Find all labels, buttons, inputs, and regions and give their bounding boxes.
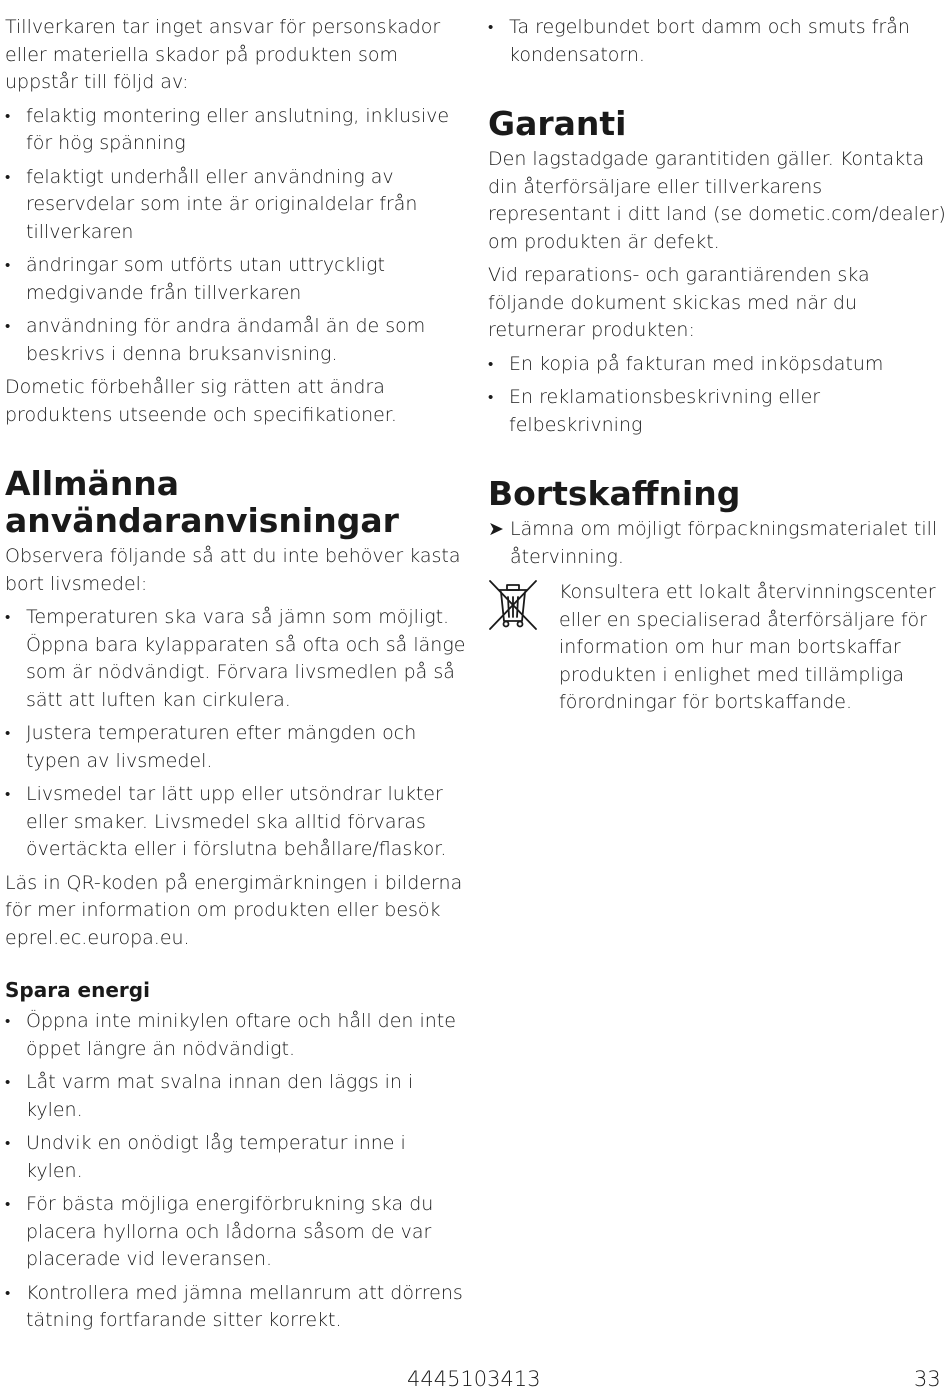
qr-note: Läs in QR-koden på energimärkningen i bilderna för mer information om produkten eller besök eprel.ec.europa.eu. bbox=[5, 871, 463, 949]
list-item: • Ta regelbundet bort damm och smuts från kondensatorn. bbox=[488, 14, 948, 69]
disposal-instruction bbox=[488, 516, 948, 571]
warranty-heading: Garanti bbox=[488, 104, 627, 143]
list-item: • felaktig montering eller anslutning, inklusive för hög spänning bbox=[5, 103, 467, 158]
list-item: • felaktigt underhåll eller användning av reservdelar som inte är originaldelar från tillverkaren bbox=[5, 164, 467, 247]
document-number: 4445103413 bbox=[407, 1367, 541, 1391]
liability-list bbox=[5, 103, 467, 369]
right-column bbox=[488, 14, 948, 723]
energy-list bbox=[5, 1008, 467, 1335]
disposal-heading: Bortskaffning bbox=[488, 474, 741, 513]
list-item: • En kopia på fakturan med inköpsdatum bbox=[488, 351, 948, 379]
reserve-note: Dometic förbehåller sig rätten att ändra produktens utseende och specifikationer. bbox=[5, 376, 397, 426]
list-item: • Öppna inte minikylen oftare och håll den inte öppet längre än nödvändigt. bbox=[5, 1008, 467, 1063]
left-column bbox=[5, 14, 467, 1341]
list-item: • Kontrollera med jämna mellanrum att dörrens tätning fortfarande sitter korrekt. bbox=[5, 1280, 467, 1335]
page-number: 33 bbox=[914, 1367, 941, 1391]
warranty-text: Den lagstadgade garantitiden gäller. Kontakta din återförsäljare eller tillverkarens representant i ditt land (se dometic.com/dealer) om produkten är defekt. bbox=[488, 148, 946, 253]
liability-intro: Tillverkaren tar inget ansvar för personskador eller materiella skador på produkten som uppstår till följd av: bbox=[5, 16, 441, 93]
list-item: • ändringar som utförts utan uttryckligt medgivande från tillverkaren bbox=[5, 252, 467, 307]
crossed-out-wheelie-bin-icon bbox=[488, 579, 538, 631]
list-item: • En reklamationsbeskrivning eller felbeskrivning bbox=[488, 384, 948, 439]
list-item: • För bästa möjliga energiförbrukning ska du placera hyllorna och lådorna såsom de var placerade vid leveransen. bbox=[5, 1191, 467, 1274]
list-item: • användning för andra ändamål än de som beskrivs i denna bruksanvisning. bbox=[5, 313, 467, 368]
list-item: • Undvik en onödigt låg temperatur inne i kylen. bbox=[5, 1130, 467, 1185]
energy-heading: Spara energi bbox=[5, 978, 150, 1002]
list-item: • Justera temperaturen efter mängden och typen av livsmedel. bbox=[5, 720, 467, 775]
arrow-right-icon: ➤ bbox=[488, 518, 504, 540]
usage-intro: Observera följande så att du inte behöver kasta bort livsmedel: bbox=[5, 545, 461, 595]
disposal-note bbox=[488, 579, 948, 717]
disposal-text: Konsultera ett lokalt återvinningscenter eller en specialiserad återförsäljare för information om hur man bortskaffar produkten i enlighet med tillämpliga förordningar för bortskaffande. bbox=[559, 581, 936, 713]
list-item: • Låt varm mat svalna innan den läggs in i kylen. bbox=[5, 1069, 467, 1124]
disposal-instruction-text: Lämna om möjligt förpackningsmaterialet till återvinning. bbox=[510, 518, 938, 568]
maintenance-list bbox=[488, 14, 948, 69]
warranty-docs-list bbox=[488, 351, 948, 440]
list-item: • Temperaturen ska vara så jämn som möjligt. Öppna bara kylapparaten så ofta och så länge som är nödvändigt. Förvara livsmedlen på så sätt att luften kan cirkulera. bbox=[5, 604, 467, 714]
usage-heading: Allmänna användaranvisningar bbox=[5, 464, 399, 540]
warranty-docs-intro: Vid reparations- och garantiärenden ska följande dokument skickas med när du returnerar produkten: bbox=[488, 264, 870, 341]
list-item: • Livsmedel tar lätt upp eller utsöndrar lukter eller smaker. Livsmedel ska alltid förvaras övertäckta eller i förslutna behållare/flaskor. bbox=[5, 781, 467, 864]
usage-list bbox=[5, 604, 467, 864]
